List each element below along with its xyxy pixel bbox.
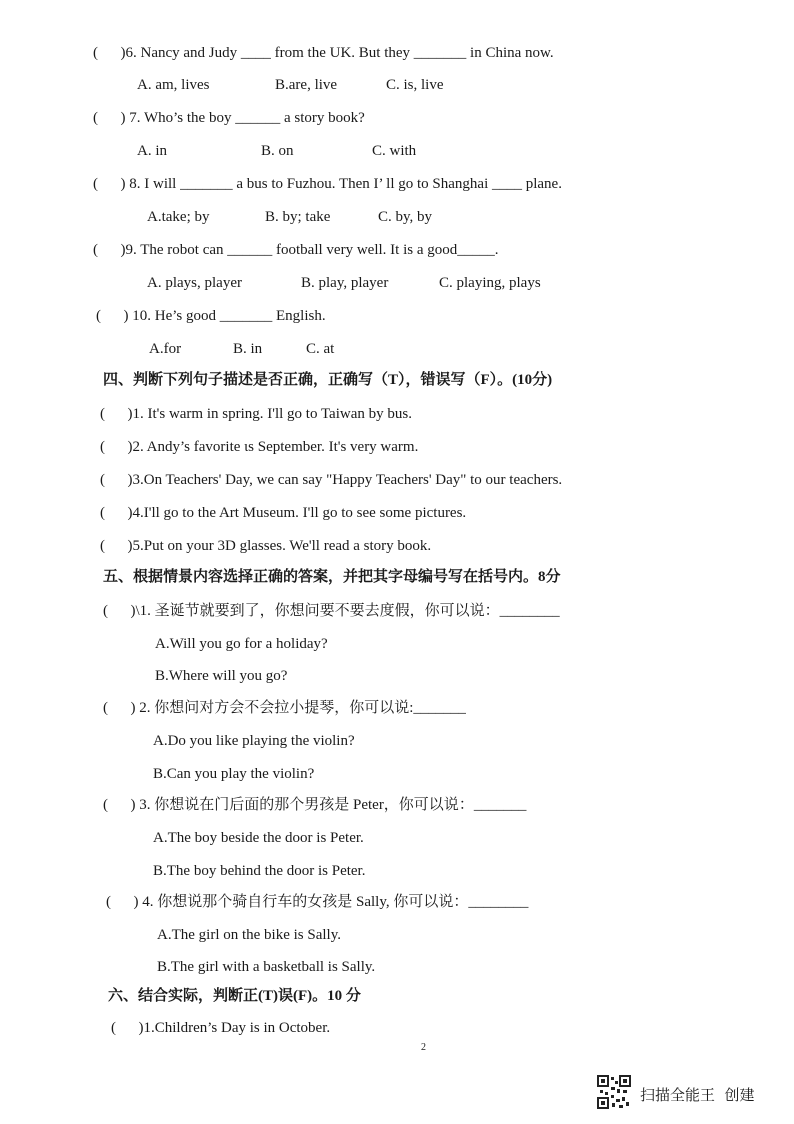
part5-q4: ( ) 4. 你想说那个骑自行车的女孩是 Sally, 你可以说：________ — [106, 894, 529, 910]
q10-question: ( ) 10. He’s good _______ English. — [96, 308, 326, 324]
part4-item-1: ( )1. It's warm in spring. I'll go to Taiwan by bus. — [100, 406, 412, 422]
q6-question: ( )6. Nancy and Judy ____ from the UK. But they _______ in China now. — [93, 45, 554, 61]
q7-option-c: C. with — [372, 143, 417, 159]
part5-q2: ( ) 2. 你想问对方会不会拉小提琴，你可以说:_______ — [103, 700, 466, 716]
q9-question: ( )9. The robot can ______ football very well. It is a good_____. — [93, 242, 499, 258]
q7-option-b: B. on — [261, 143, 294, 159]
part4-item-5: ( )5.Put on your 3D glasses. We'll read a story book. — [100, 538, 432, 554]
part5-q2-option-b: B.Can you play the violin? — [153, 766, 315, 782]
part5-q4-option-b: B.The girl with a basketball is Sally. — [157, 959, 376, 975]
q9-option-c: C. playing, plays — [439, 275, 541, 291]
q8-option-a: A.take; by — [147, 209, 210, 225]
q8-option-c: C. by, by — [378, 209, 433, 225]
q8-option-b: B. by; take — [265, 209, 331, 225]
part4-item-3: ( )3.On Teachers' Day, we can say "Happy Teachers' Day" to our teachers. — [100, 472, 563, 488]
part5-q4-option-a: A.The girl on the bike is Sally. — [157, 927, 341, 943]
part6-item-1: ( )1.Children’s Day is in October. — [111, 1020, 331, 1036]
page-number: 2 — [421, 1042, 426, 1053]
q10-option-a: A.for — [149, 341, 182, 357]
qr-code-icon — [597, 1075, 631, 1109]
q7-question: ( ) 7. Who’s the boy ______ a story book? — [93, 110, 365, 126]
q10-option-b: B. in — [233, 341, 263, 357]
part5-q1-option-a: A.Will you go for a holiday? — [155, 636, 328, 652]
q8-question: ( ) 8. I will _______ a bus to Fuzhou. Then I’ ll go to Shanghai ____ plane. — [93, 176, 562, 192]
part5-q3-option-b: B.The boy behind the door is Peter. — [153, 863, 366, 879]
q9-option-b: B. play, player — [301, 275, 389, 291]
part4-heading: 四、判断下列句子描述是否正确，正确写（T），错误写（F）。(10分) — [103, 372, 553, 388]
part4-item-4: ( )4.I'll go to the Art Museum. I'll go to see some pictures. — [100, 505, 467, 521]
part5-heading: 五、根据情景内容选择正确的答案，并把其字母编号写在括号内。8分 — [103, 569, 561, 585]
q6-option-a: A. am, lives — [137, 77, 210, 93]
part5-q2-option-a: A.Do you like playing the violin? — [153, 733, 355, 749]
part5-q3-option-a: A.The boy beside the door is Peter. — [153, 830, 364, 846]
q6-option-b: B.are, live — [275, 77, 338, 93]
q6-option-c: C. is, live — [386, 77, 444, 93]
part5-q1: ( )\1. 圣诞节就要到了，你想问要不要去度假，你可以说：________ — [103, 603, 560, 619]
q7-option-a: A. in — [137, 143, 167, 159]
part5-q1-option-b: B.Where will you go? — [155, 668, 288, 684]
q9-option-a: A. plays, player — [147, 275, 242, 291]
scanner-watermark-label: 扫描全能王 创建 — [640, 1086, 755, 1104]
q10-option-c: C. at — [306, 341, 335, 357]
part4-item-2: ( )2. Andy’s favorite ιs September. It's very warm. — [100, 439, 419, 455]
part6-heading: 六、结合实际，判断正(T)误(F)。10 分 — [108, 988, 361, 1004]
part5-q3: ( ) 3. 你想说在门后面的那个男孩是 Peter，你可以说：_______ — [103, 797, 527, 813]
